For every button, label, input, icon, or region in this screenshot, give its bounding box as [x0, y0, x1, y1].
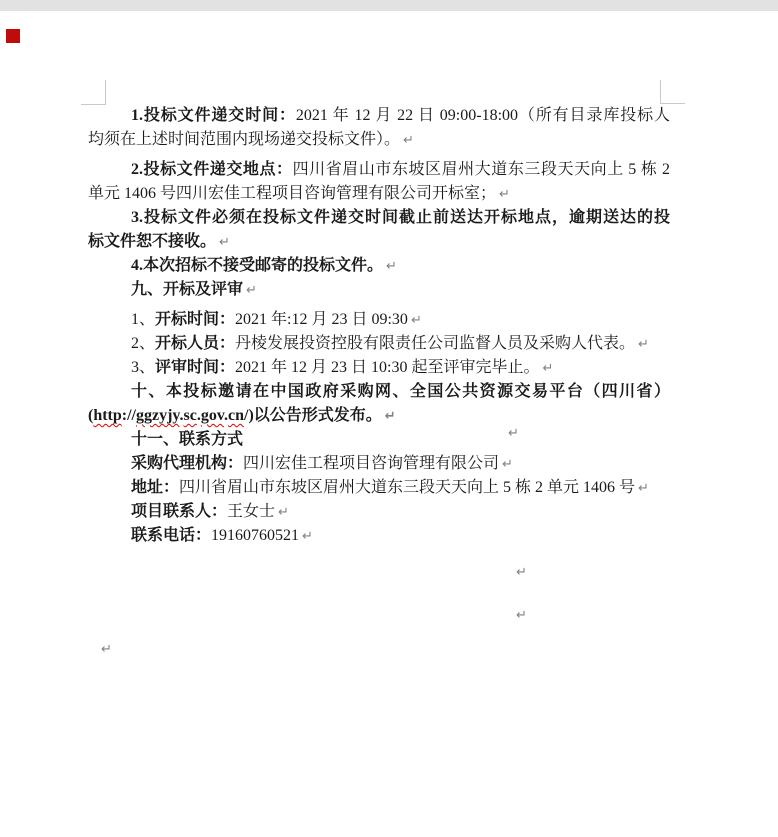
spellcheck-word: sc	[183, 407, 197, 424]
click-marker-red-square	[6, 29, 20, 43]
doc-text: 四川省眉山市东坡区眉州大道东三段天天向上 5 栋 2	[292, 161, 670, 178]
window-top-bar	[0, 0, 778, 11]
paragraph-mark: ↵	[638, 481, 649, 496]
paragraph-mark: ↵	[502, 457, 513, 472]
doc-line-8	[88, 278, 670, 302]
doc-text: 评审时间：	[155, 359, 236, 376]
paragraph-mark: ↵	[638, 337, 649, 352]
doc-line-7	[88, 254, 670, 278]
doc-text: 4.本次招标不接受邮寄的投标文件。	[131, 257, 384, 274]
doc-text: 3.投标文件必须在投标文件递交时间截止前送达开标地点，逾期送达的投	[131, 209, 670, 226]
doc-text: 王女士	[227, 503, 276, 520]
doc-text: 开标时间：	[155, 311, 236, 328]
doc-text: 项目联系人：	[131, 503, 228, 520]
doc-line-14	[88, 428, 670, 452]
doc-line-6	[88, 230, 670, 254]
doc-text: 2.投标文件递交地点：	[131, 161, 293, 178]
doc-text: 均须在上述时间范围内现场递交投标文件）。	[88, 131, 401, 148]
paragraph-mark: ↵	[246, 283, 257, 298]
doc-line-13-url	[88, 404, 670, 428]
paragraph-mark: ↵	[516, 608, 527, 623]
doc-line-15	[88, 452, 670, 476]
doc-text: .	[179, 407, 184, 424]
doc-text: 单元 1406 号四川宏佳工程项目咨询管理有限公司开标室；	[88, 185, 497, 202]
paragraph-mark: ↵	[101, 642, 112, 657]
doc-text: 四川宏佳工程项目咨询管理有限公司	[243, 455, 500, 472]
doc-line-5	[88, 206, 670, 230]
doc-text: .	[196, 407, 201, 424]
doc-text: 2021 年:12 月 23 日 09:30	[235, 311, 408, 328]
doc-line-17	[88, 500, 670, 524]
doc-line-10	[88, 332, 670, 356]
doc-line-9	[88, 308, 670, 332]
doc-text: 十、本投标邀请在中国政府采购网、全国公共资源交易平台（四川省）	[131, 383, 670, 400]
doc-text: 开标人员：	[155, 335, 236, 352]
doc-text: 十一、联系方式	[131, 431, 244, 448]
doc-line-2	[88, 128, 670, 152]
doc-text: ://	[121, 407, 136, 424]
text-boundary-corner-top-left	[81, 80, 106, 105]
paragraph-mark: ↵	[384, 409, 396, 424]
doc-line-11	[88, 356, 670, 380]
doc-line-4	[88, 182, 670, 206]
paragraph-mark: ↵	[516, 565, 527, 580]
paragraph-mark: ↵	[278, 505, 289, 520]
doc-text: 3、	[131, 359, 156, 376]
doc-text: 2、	[131, 335, 156, 352]
doc-text: 地址：	[131, 479, 180, 496]
paragraph-mark: ↵	[542, 361, 554, 376]
doc-text: 四川省眉山市东坡区眉州大道东三段天天向上 5 栋 2 单元 1406 号	[179, 479, 636, 496]
doc-text: 1、	[131, 311, 156, 328]
doc-text: 19160760521	[211, 527, 300, 544]
doc-line-18	[88, 524, 670, 548]
doc-text: 丹棱发展投资控股有限责任公司监督人员及采购人代表。	[235, 335, 636, 352]
paragraph-mark: ↵	[302, 529, 313, 544]
doc-text: 2021 年 12 月 22 日 09:00-18:00（所有目录库投标人	[295, 107, 670, 124]
doc-text: 九、开标及评审	[131, 281, 244, 298]
doc-text: 联系电话：	[131, 527, 212, 544]
spellcheck-word: gov	[200, 407, 224, 424]
paragraph-mark: ↵	[403, 133, 414, 148]
doc-text: 2021 年 12 月 23 日 10:30 起至评审完毕止。	[235, 359, 540, 376]
spellcheck-word: cn	[228, 407, 244, 424]
doc-line-16	[88, 476, 670, 500]
paragraph-mark: ↵	[386, 259, 397, 274]
doc-text: 1.投标文件递交时间：	[131, 107, 296, 124]
spellcheck-word: http	[93, 407, 122, 424]
spellcheck-word: ggzyjy	[136, 407, 180, 424]
doc-line-12	[88, 380, 670, 404]
paragraph-mark: ↵	[410, 313, 422, 328]
doc-text: 标文件恕不接收。	[88, 233, 217, 250]
doc-text: /)	[244, 407, 254, 424]
paragraph-mark: ↵	[499, 187, 510, 202]
doc-line-3	[88, 158, 670, 182]
doc-line-1	[88, 104, 670, 128]
text-boundary-corner-top-right	[660, 80, 685, 104]
paragraph-mark: ↵	[219, 235, 230, 250]
doc-text: (	[88, 407, 94, 424]
doc-text: 采购代理机构：	[131, 455, 244, 472]
paragraph-mark: ↵	[508, 426, 519, 441]
doc-text: .	[224, 407, 228, 424]
document-text-block	[88, 104, 670, 548]
doc-text: 以公告形式发布。	[253, 407, 382, 424]
